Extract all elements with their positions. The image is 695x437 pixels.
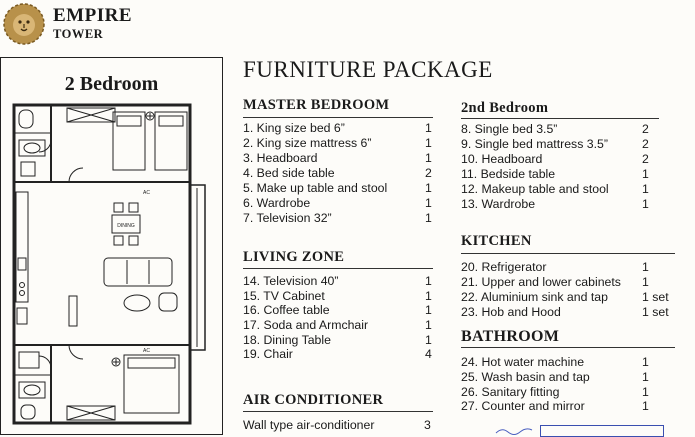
brand-name: EMPIRE [53, 5, 132, 26]
list-item-qty: 2 [642, 152, 649, 166]
list-item-qty: 4 [425, 347, 432, 361]
list-item: 3. Headboard [243, 151, 318, 165]
list-item: 24. Hot water machine [461, 355, 585, 369]
list-item-qty: 1 set [642, 305, 669, 319]
list-item-qty: 1 [425, 211, 432, 225]
list-item: 26. Sanitary fitting [461, 385, 560, 399]
list-item: 5. Make up table and stool [243, 181, 388, 195]
list-item: Wall type air-conditioner [243, 418, 375, 432]
list-item: 1. King size bed 6” [243, 121, 345, 135]
list-item: 17. Soda and Armchair [243, 318, 369, 332]
list-item: 27. Counter and mirror [461, 399, 585, 413]
section-title-living-zone: LIVING ZONE [243, 249, 345, 265]
list-item: 14. Television 40” [243, 274, 339, 288]
list-item-qty: 2 [642, 137, 649, 151]
list-item: 2. King size mattress 6” [243, 136, 372, 150]
list-item-qty: 2 [642, 122, 649, 136]
list-item-qty: 1 [425, 318, 432, 332]
list-item-qty: 1 [642, 167, 649, 181]
section-title-master-bedroom: MASTER BEDROOM [243, 97, 390, 113]
list-item-qty: 1 [425, 289, 432, 303]
list-item: 12. Makeup table and stool [461, 182, 609, 196]
section-rule [243, 117, 433, 118]
list-item: 18. Dining Table [243, 333, 331, 347]
list-item: 8. Single bed 3.5” [461, 122, 558, 136]
list-item-qty: 1 [425, 333, 432, 347]
list-item: 10. Headboard [461, 152, 543, 166]
list-item-qty: 1 [642, 399, 649, 413]
floor-plan-title: 2 Bedroom [64, 73, 159, 95]
section-rule [243, 411, 433, 412]
section-title-kitchen: KITCHEN [461, 233, 532, 249]
list-item-qty: 1 [642, 385, 649, 399]
list-item-qty: 1 [642, 355, 649, 369]
list-item: 16. Coffee table [243, 303, 330, 317]
section-title-air-conditioner: AIR CONDITIONER [243, 392, 384, 408]
stamp-watermark [540, 425, 664, 437]
page-title: FURNITURE PACKAGE [243, 57, 493, 82]
list-item: 9. Single bed mattress 3.5” [461, 137, 608, 151]
list-item-qty: 1 [642, 370, 649, 384]
list-item-qty: 2 [425, 166, 432, 180]
floor-plan-drawing [9, 100, 214, 430]
empire-lion-logo [2, 2, 46, 48]
list-item-qty: 1 [642, 260, 649, 274]
section-title-bathroom: BATHROOM [461, 328, 560, 345]
brand-subtitle: TOWER [53, 27, 104, 41]
list-item: 4. Bed side table [243, 166, 335, 180]
list-item-qty: 1 [642, 197, 649, 211]
section-rule [461, 253, 675, 254]
list-item: 22. Aluminium sink and tap [461, 290, 608, 304]
list-item-qty: 3 [424, 418, 431, 432]
list-item-qty: 1 [425, 151, 432, 165]
section-rule [461, 347, 675, 348]
list-item: 7. Television 32” [243, 211, 332, 225]
list-item: 6. Wardrobe [243, 196, 311, 210]
list-item-qty: 1 [642, 275, 649, 289]
list-item: 21. Upper and lower cabinets [461, 275, 621, 289]
ac-label-bottom: AC [143, 348, 150, 354]
list-item: 13. Wardrobe [461, 197, 536, 211]
list-item: 25. Wash basin and tap [461, 370, 590, 384]
section-rule [461, 118, 659, 119]
section-rule [243, 268, 433, 269]
list-item: 15. TV Cabinet [243, 289, 325, 303]
list-item: 20. Refrigerator [461, 260, 547, 274]
list-item-qty: 1 [425, 136, 432, 150]
list-item-qty: 1 [642, 182, 649, 196]
list-item-qty: 1 [425, 196, 432, 210]
list-item-qty: 1 [425, 303, 432, 317]
list-item: 19. Chair [243, 347, 293, 361]
section-title-second-bedroom: 2nd Bedroom [461, 100, 549, 116]
list-item: 23. Hob and Hood [461, 305, 561, 319]
list-item: 11. Bedside table [461, 167, 556, 181]
handwritten-mark [494, 426, 534, 436]
list-item-qty: 1 set [642, 290, 669, 304]
list-item-qty: 1 [425, 181, 432, 195]
list-item-qty: 1 [425, 274, 432, 288]
ac-label-top: AC [143, 190, 150, 196]
dining-label: DINING [117, 223, 135, 229]
list-item-qty: 1 [425, 121, 432, 135]
